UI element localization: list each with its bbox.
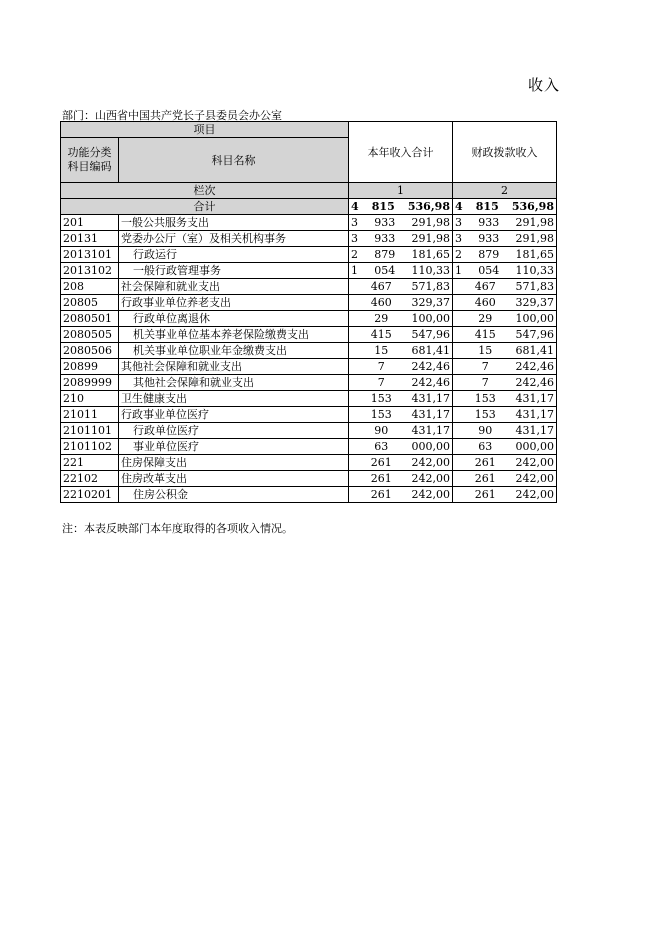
table-row (61, 279, 557, 295)
row-total-income: 3 933 291,98 (349, 231, 453, 247)
row-name: 事业单位医疗 (119, 439, 349, 455)
table-row (61, 407, 557, 423)
row-code: 221 (61, 455, 119, 471)
row-name: 一般公共服务支出 (119, 215, 349, 231)
column-number-1: 1 (349, 183, 453, 199)
row-code: 208 (61, 279, 119, 295)
row-total-income: 153 431,17 (349, 391, 453, 407)
row-total-income: 90 431,17 (349, 423, 453, 439)
row-fiscal-income: 153 431,17 (453, 407, 557, 423)
row-fiscal-income: 153 431,17 (453, 391, 557, 407)
row-name: 住房公积金 (119, 487, 349, 503)
row-fiscal-income: 15 681,41 (453, 343, 557, 359)
row-code: 20131 (61, 231, 119, 247)
row-total-income: 415 547,96 (349, 327, 453, 343)
row-total-income: 1 054 110,33 (349, 263, 453, 279)
row-total-income: 261 242,00 (349, 471, 453, 487)
row-code: 210 (61, 391, 119, 407)
row-fiscal-income: 29 100,00 (453, 311, 557, 327)
table-row (61, 311, 557, 327)
row-fiscal-income: 415 547,96 (453, 327, 557, 343)
table-row (61, 487, 557, 503)
row-fiscal-income: 3 933 291,98 (453, 231, 557, 247)
total-label: 合计 (61, 199, 349, 215)
table-row (61, 263, 557, 279)
row-fiscal-income: 1 054 110,33 (453, 263, 557, 279)
row-code: 2101102 (61, 439, 119, 455)
header-total-income: 本年收入合计 (349, 122, 453, 183)
row-name: 其他社会保障和就业支出 (119, 375, 349, 391)
row-fiscal-income: 63 000,00 (453, 439, 557, 455)
table-row (61, 359, 557, 375)
row-fiscal-income: 261 242,00 (453, 471, 557, 487)
row-name: 住房保障支出 (119, 455, 349, 471)
table-row (61, 231, 557, 247)
row-code: 2089999 (61, 375, 119, 391)
table-row (61, 455, 557, 471)
row-total-income: 153 431,17 (349, 407, 453, 423)
row-total-income: 261 242,00 (349, 487, 453, 503)
row-total-income: 467 571,83 (349, 279, 453, 295)
row-name: 行政单位离退休 (119, 311, 349, 327)
row-fiscal-income: 460 329,37 (453, 295, 557, 311)
table-row (61, 391, 557, 407)
row-code: 2013101 (61, 247, 119, 263)
row-code: 20899 (61, 359, 119, 375)
row-total-income: 29 100,00 (349, 311, 453, 327)
table-row (61, 327, 557, 343)
table-row (61, 375, 557, 391)
row-total-income: 3 933 291,98 (349, 215, 453, 231)
row-fiscal-income: 90 431,17 (453, 423, 557, 439)
table-row (61, 247, 557, 263)
row-total-income: 7 242,46 (349, 359, 453, 375)
row-fiscal-income: 261 242,00 (453, 487, 557, 503)
row-name: 住房改革支出 (119, 471, 349, 487)
table-row (61, 439, 557, 455)
row-fiscal-income: 7 242,46 (453, 375, 557, 391)
row-total-income: 460 329,37 (349, 295, 453, 311)
row-total-income: 7 242,46 (349, 375, 453, 391)
header-fiscal-income: 财政拨款收入 (453, 122, 557, 183)
table-row (61, 343, 557, 359)
row-code: 21011 (61, 407, 119, 423)
row-fiscal-income: 3 933 291,98 (453, 215, 557, 231)
row-code: 2013102 (61, 263, 119, 279)
row-code: 22102 (61, 471, 119, 487)
table-row (61, 423, 557, 439)
row-code: 2210201 (61, 487, 119, 503)
header-code: 功能分类科目编码 (61, 138, 119, 183)
row-total-income: 261 242,00 (349, 455, 453, 471)
row-name: 社会保障和就业支出 (119, 279, 349, 295)
total-row (61, 199, 557, 215)
row-code: 2080505 (61, 327, 119, 343)
header-name: 科目名称 (119, 138, 349, 183)
row-code: 2080501 (61, 311, 119, 327)
row-total-income: 15 681,41 (349, 343, 453, 359)
column-label: 栏次 (61, 183, 349, 199)
row-name: 行政运行 (119, 247, 349, 263)
row-total-income: 2 879 181,65 (349, 247, 453, 263)
row-name: 卫生健康支出 (119, 391, 349, 407)
total-fiscal-value: 4 815 536,98 (453, 199, 557, 215)
row-code: 201 (61, 215, 119, 231)
row-total-income: 63 000,00 (349, 439, 453, 455)
table-note: 注：本表反映部门本年度取得的各项收入情况。 (62, 522, 293, 535)
row-code: 2101101 (61, 423, 119, 439)
row-name: 行政事业单位医疗 (119, 407, 349, 423)
row-name: 行政单位医疗 (119, 423, 349, 439)
table-row (61, 295, 557, 311)
row-name: 党委办公厅（室）及相关机构事务 (119, 231, 349, 247)
row-fiscal-income: 7 242,46 (453, 359, 557, 375)
row-name: 机关事业单位基本养老保险缴费支出 (119, 327, 349, 343)
row-name: 一般行政管理事务 (119, 263, 349, 279)
row-code: 2080506 (61, 343, 119, 359)
column-number-2: 2 (453, 183, 557, 199)
row-code: 20805 (61, 295, 119, 311)
row-name: 行政事业单位养老支出 (119, 295, 349, 311)
row-name: 其他社会保障和就业支出 (119, 359, 349, 375)
department-label: 部门：山西省中国共产党长子县委员会办公室 (62, 109, 282, 122)
table-row (61, 471, 557, 487)
header-item: 项目 (61, 122, 349, 138)
row-fiscal-income: 467 571,83 (453, 279, 557, 295)
table-row (61, 215, 557, 231)
income-table (60, 121, 557, 503)
row-name: 机关事业单位职业年金缴费支出 (119, 343, 349, 359)
total-income-value: 4 815 536,98 (349, 199, 453, 215)
page-title: 收入 (528, 76, 561, 94)
row-fiscal-income: 2 879 181,65 (453, 247, 557, 263)
row-fiscal-income: 261 242,00 (453, 455, 557, 471)
